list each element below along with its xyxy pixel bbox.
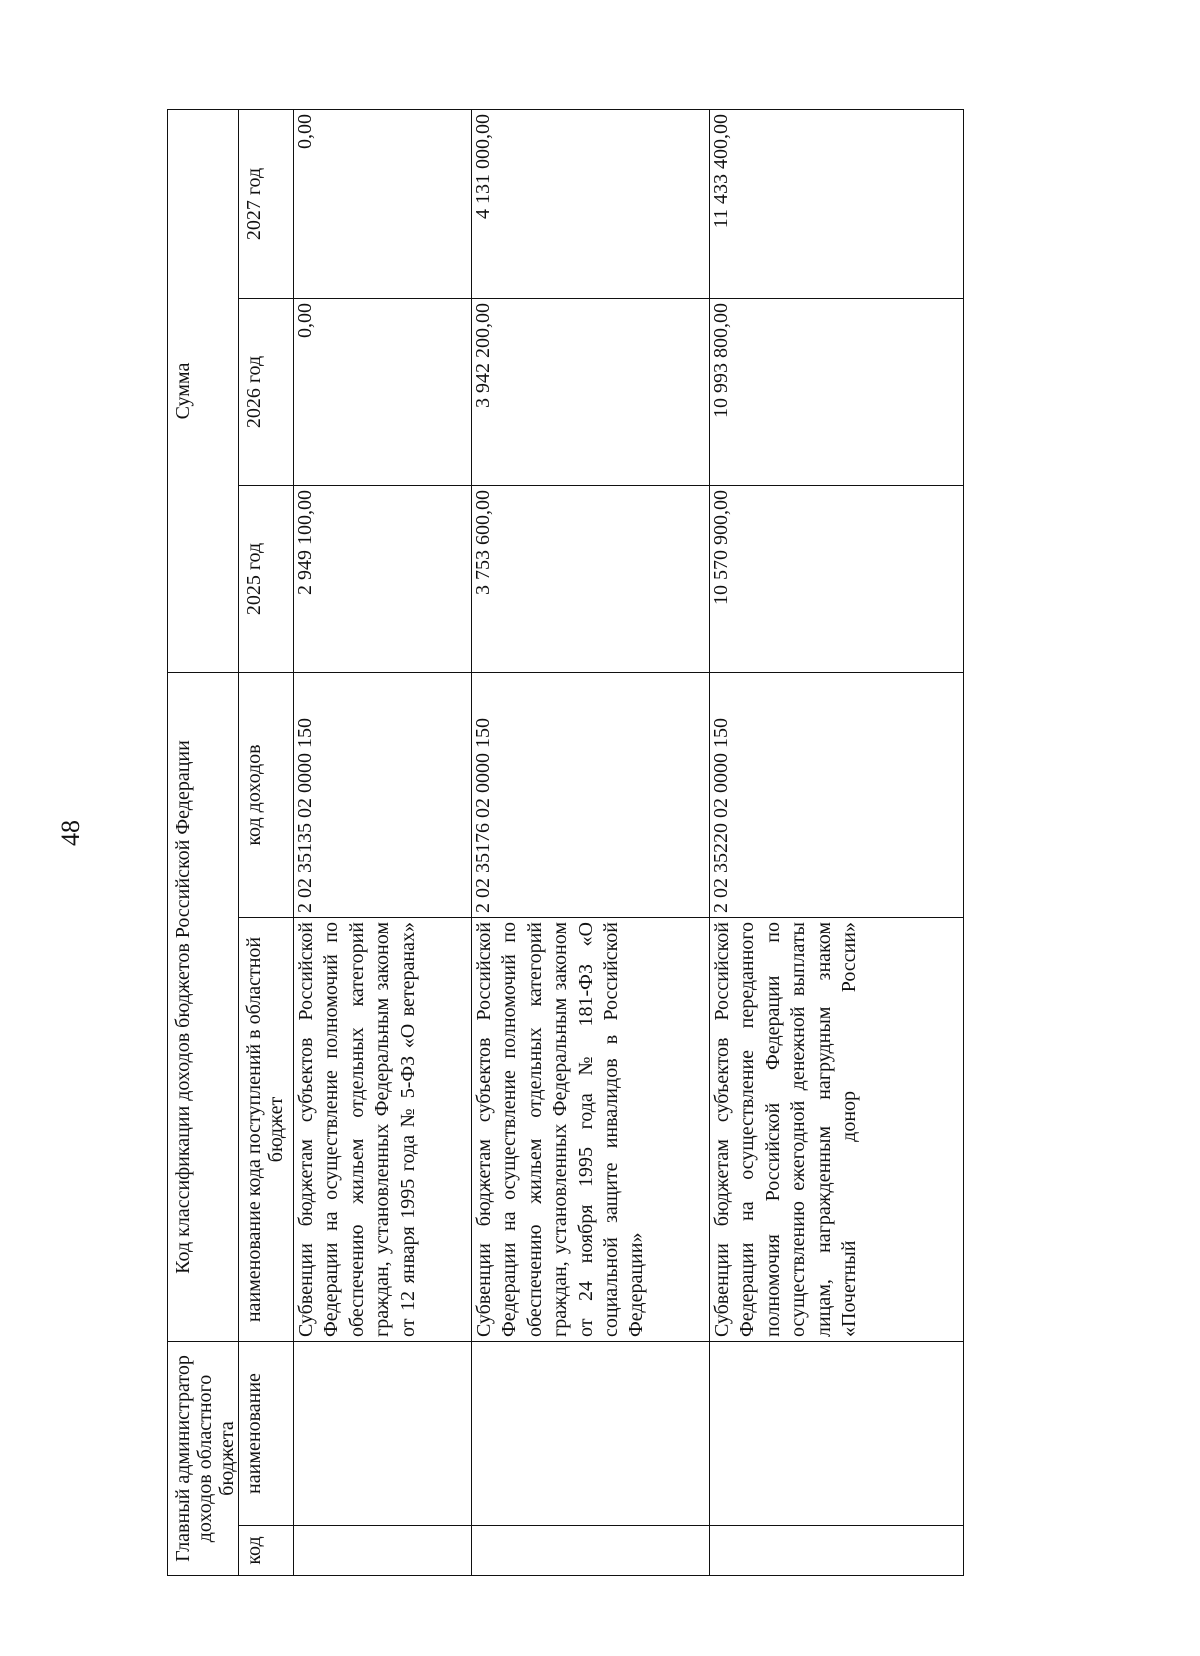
header-row-columns [239, 109, 294, 1575]
sum-2027-cell: 4 131 000,00 [472, 109, 710, 298]
sum-2026-cell: 3 942 200,00 [472, 299, 710, 486]
sum-2026-cell: 10 993 800,00 [710, 299, 964, 486]
description-cell: Субвенции бюджетам субъектов Российской Федерации на осуществление полномочий по обеспечению жильем отдельных категорий граждан, установленных Федеральным законом от 12 января 1995 года № 5-ФЗ «О ветеранах» [294, 918, 472, 1342]
sum-2025-cell: 3 753 600,00 [472, 486, 710, 673]
admin-code-cell [710, 1526, 964, 1576]
header-row-groups [168, 109, 239, 1575]
admin-name-cell [710, 1342, 964, 1526]
admin-name-cell [472, 1342, 710, 1526]
header-classification-group: Код классификации доходов бюджетов Российской Федерации [168, 673, 239, 1342]
sum-2025-cell: 2 949 100,00 [294, 486, 472, 673]
admin-name-cell [294, 1342, 472, 1526]
sum-2027-cell: 11 433 400,00 [710, 109, 964, 298]
revenue-table-container [167, 110, 933, 1576]
description-cell: Субвенции бюджетам субъектов Российской Федерации на осуществление переданного полномочия Российской Федерации по осуществлению ежегодной денежной выплаты лицам, награжденным нагрудным знаком «Почетный донор России» [710, 918, 964, 1342]
table-row [710, 109, 964, 1575]
header-year-2027: 2027 год [239, 109, 294, 298]
admin-code-cell [294, 1526, 472, 1576]
header-admin-code: код [239, 1526, 294, 1576]
income-code-cell: 2 02 35220 02 0000 150 [710, 673, 964, 918]
header-admin-group: Главный администратор доходов областного бюджета [168, 1342, 239, 1576]
header-receipt-name: наименование кода поступлений в областной бюджет [239, 918, 294, 1342]
sum-2026-cell: 0,00 [294, 299, 472, 486]
sum-2025-cell: 10 570 900,00 [710, 486, 964, 673]
income-code-cell: 2 02 35176 02 0000 150 [472, 673, 710, 918]
header-year-2026: 2026 год [239, 299, 294, 486]
admin-code-cell [472, 1526, 710, 1576]
revenue-table [167, 109, 964, 1576]
header-year-2025: 2025 год [239, 486, 294, 673]
sum-2027-cell: 0,00 [294, 109, 472, 298]
header-sum-group: Сумма [168, 109, 239, 672]
table-row [294, 109, 472, 1575]
header-admin-name: наименование [239, 1342, 294, 1526]
table-row [472, 109, 710, 1575]
income-code-cell: 2 02 35135 02 0000 150 [294, 673, 472, 918]
header-income-code: код доходов [239, 673, 294, 918]
page-number: 48 [56, 820, 85, 846]
description-cell: Субвенции бюджетам субъектов Российской Федерации на осуществление полномочий по обеспечению жильем отдельных категорий граждан, установленных Федеральным законом от 24 ноября 1995 года № 181-ФЗ «О социальной защите инвалидов в Российской Федерации» [472, 918, 710, 1342]
